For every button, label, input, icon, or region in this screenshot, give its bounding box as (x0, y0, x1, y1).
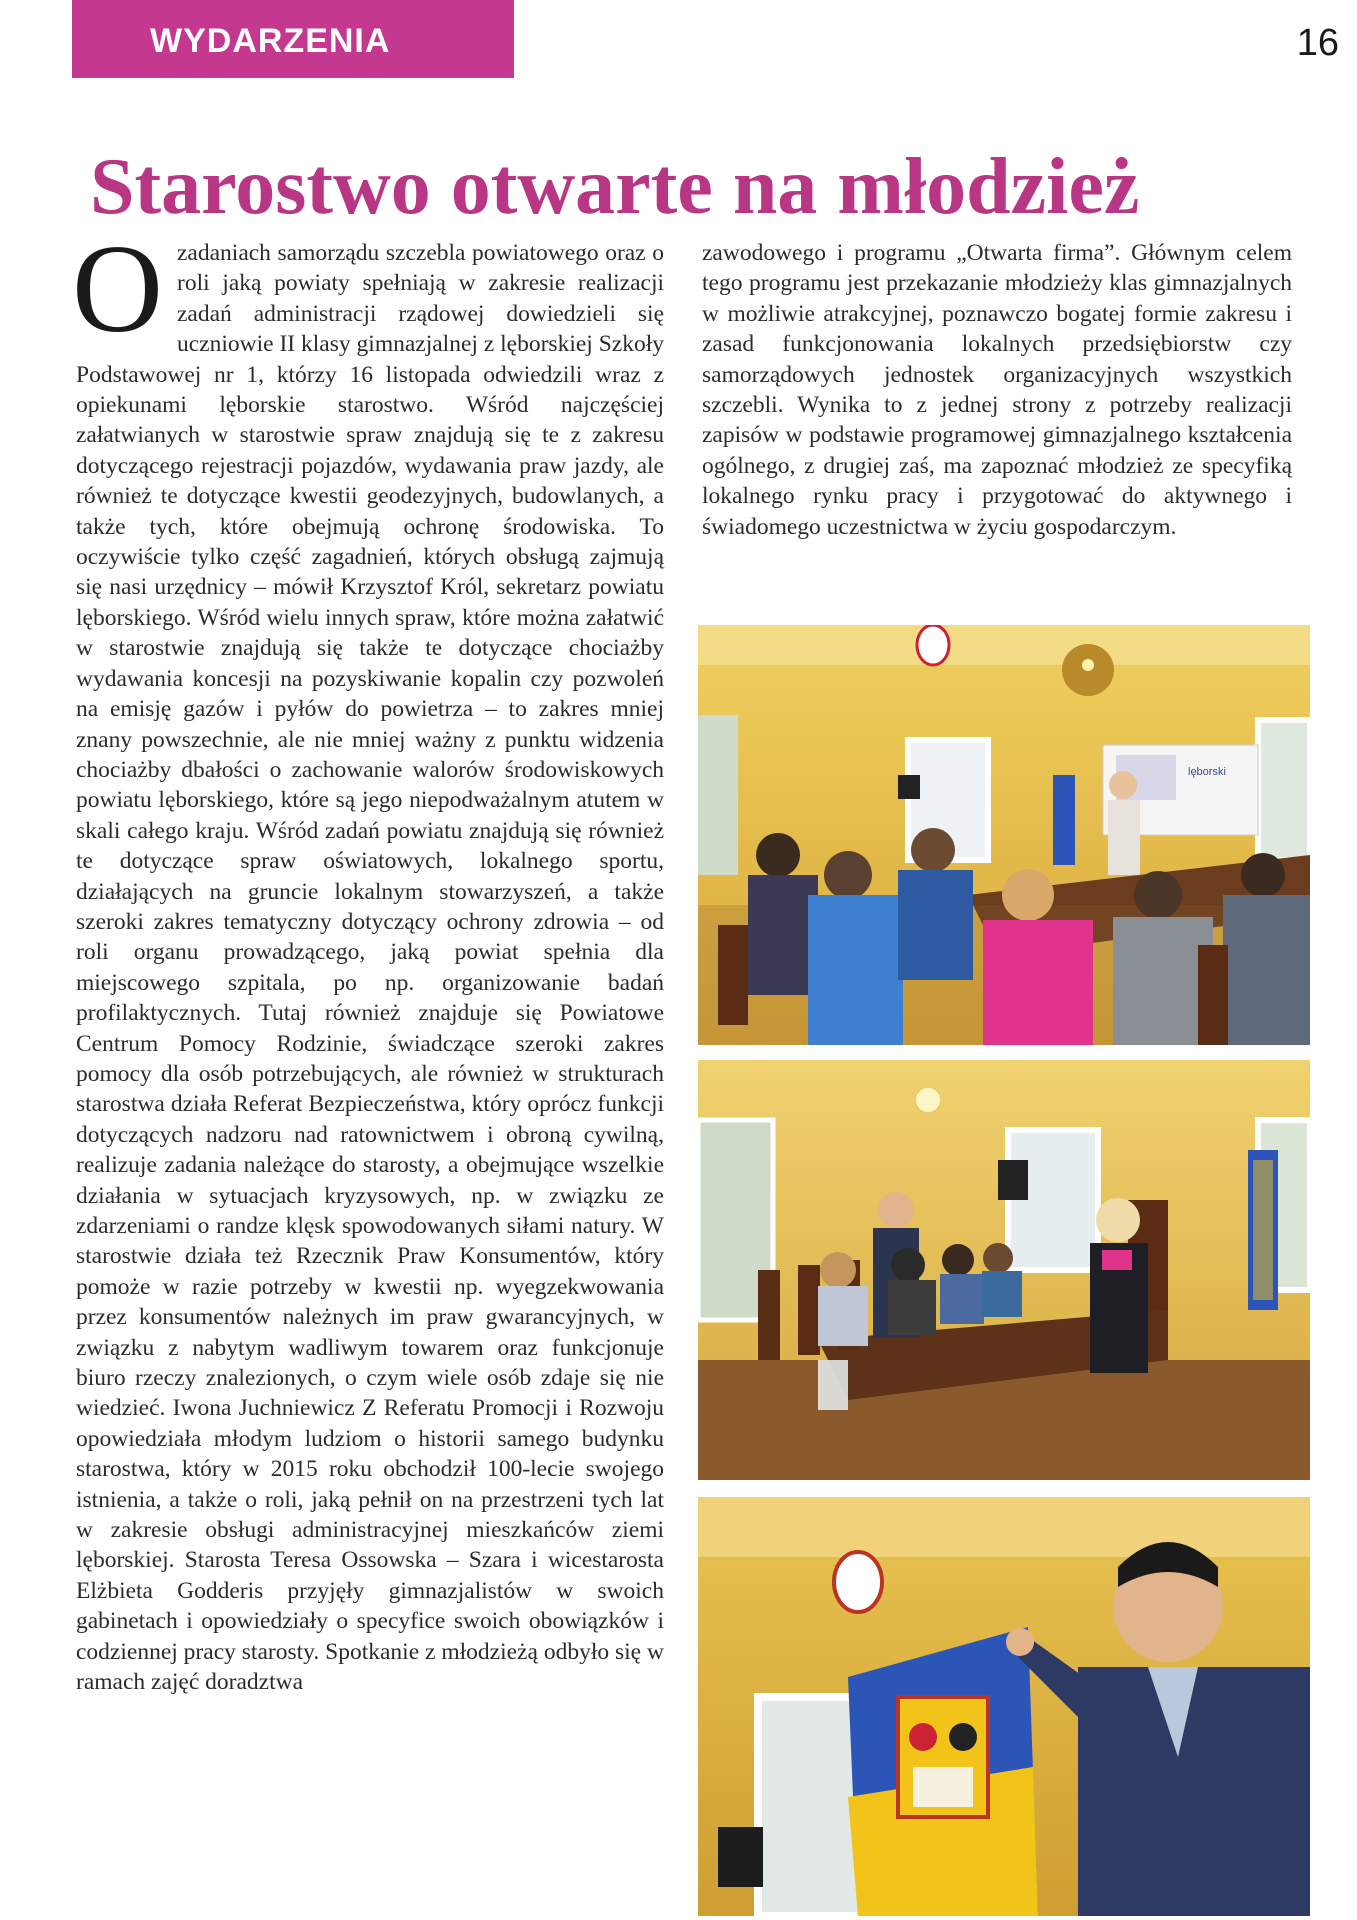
article-column-right (702, 238, 1292, 618)
section-banner (72, 0, 514, 78)
photo-flag-presentation (698, 1497, 1310, 1916)
screen-label: lęborski (1188, 766, 1226, 778)
section-label: WYDARZENIA (150, 22, 391, 60)
page-number: 16 (1296, 22, 1339, 64)
article-body-right: zawodowego i programu „Otwarta firma”. Głównym celem tego programu jest przekazanie młodzieży klas gimnazjalnych w możliwie atrakcyjnej, poznawczo bogatej formie zakresu i zasad funkcjonowania lokalnych przedsiębiorstw czy samorządowych jednostek organizacyjnych wszystkich szczebli. Wynika to z jednej strony z potrzeby realizacji zapisów w podstawie programowej gimnazjalnego kształcenia ogólnego, z drugiej zaś, ma zapoznać młodzież ze specyfiką lokalnego rynku pracy i przygotować do aktywnego i świadomego uczestnictwa w życiu gospodarczym. (702, 240, 1292, 540)
article-title: Starostwo otwarte na młodzież (90, 143, 1140, 231)
photo-students-at-table (698, 625, 1310, 1045)
photo-1-illustration (698, 625, 1310, 1045)
article-column-left (72, 220, 664, 1898)
photo-3-illustration (698, 1497, 1310, 1916)
photo-2-illustration (698, 1060, 1310, 1480)
drop-cap: O (72, 220, 163, 359)
article-body-left: zadaniach samorządu szczebla powiatowego oraz o roli jaką powiaty spełniają w zakresie realizacji zadań administracji rządowej dowiedzieli się uczniowie II klasy gimnazjalnej z lęborskiej Szkoły Podstawowej nr 1, którzy 16 listopada odwiedzili wraz z opiekunami lęborskie starostwo. Wśród najczęściej załatwianych w starostwie spraw znajdują się te z zakresu dotyczącego rejestracji pojazdów, wydawania praw jazdy, ale również te dotyczące kwestii geodezyjnych, budowlanych, a także tych, które obejmują ochronę środowiska. To oczywiście tylko część zagadnień, których obsługą zajmują się nasi urzędnicy – mówił Krzysztof Król, sekretarz powiatu lęborskiego. Wśród wielu innych spraw, które można załatwić w starostwie znajdują się także te dotyczące chociażby wydawania koncesji na pozyskiwanie kopalin czy pozwoleń na emisję gazów i pyłów do powietrza – to zakres mniej znany powszechnie, ale nie mniej ważny z punktu widzenia chociażby dbałości o zachowanie walorów środowiskowych powiatu lęborskiego, które są jego niepodważalnym atutem w skali całego kraju. Wśród zadań powiatu znajdują się również te dotyczące spraw oświatowych, lokalnego sportu, działających na gruncie lokalnym stowarzyszeń, a także szeroki zakres tematyczny dotyczący ochrony zdrowia – od roli organu prowadzącego, jaką powiat spełnia dla miejscowego szpitala, po np. organizowanie badań profilaktycznych. Tutaj również znajduje się Powiatowe Centrum Pomocy Rodzinie, świadczące szeroki zakres pomocy dla osób potrzebujących, ale również w strukturach starostwa działa Referat Bezpieczeństwa, który oprócz funkcji dotyczących nadzoru nad ratownictwem i obroną cywilną, realizuje zadania należące do starosty, a obejmujące wszelkie działania w sytuacjach kryzysowych, np. w związku ze zdarzeniami o randze klęsk spowodowanych siłami natury. W starostwie działa też Rzecznik Praw Konsumentów, który pomoże w razie potrzeby w kwestii np. wyegzekwowania przez konsumentów należnych im praw gwarancyjnych, w związku z nabytym wadliwym towarem oraz funkcjonuje biuro rzeczy znalezionych, o czym wiele osób zdaje się nie wiedzieć. Iwona Juchniewicz Z Referatu Promocji i Rozwoju opowiedziała młodym ludziom o historii samego budynku starostwa, który w 2015 roku obchodził 100-lecie swojego istnienia, a także o roli, jaką pełnił on na przestrzeni tych lat w zakresie obsługi administracyjnej mieszkańców ziemi lęborskiej. Starosta Teresa Ossowska – Szara i wicestarosta Elżbieta Godderis przyjęły gimnazjalistów w swoich gabinetach i opowiedziały o specyfice swoich obowiązków i codziennej pracy starosty. Spotkanie z młodzieżą odbyło się w ramach zajęć doradztwa (76, 240, 664, 1696)
photo-presentation (698, 1060, 1310, 1480)
